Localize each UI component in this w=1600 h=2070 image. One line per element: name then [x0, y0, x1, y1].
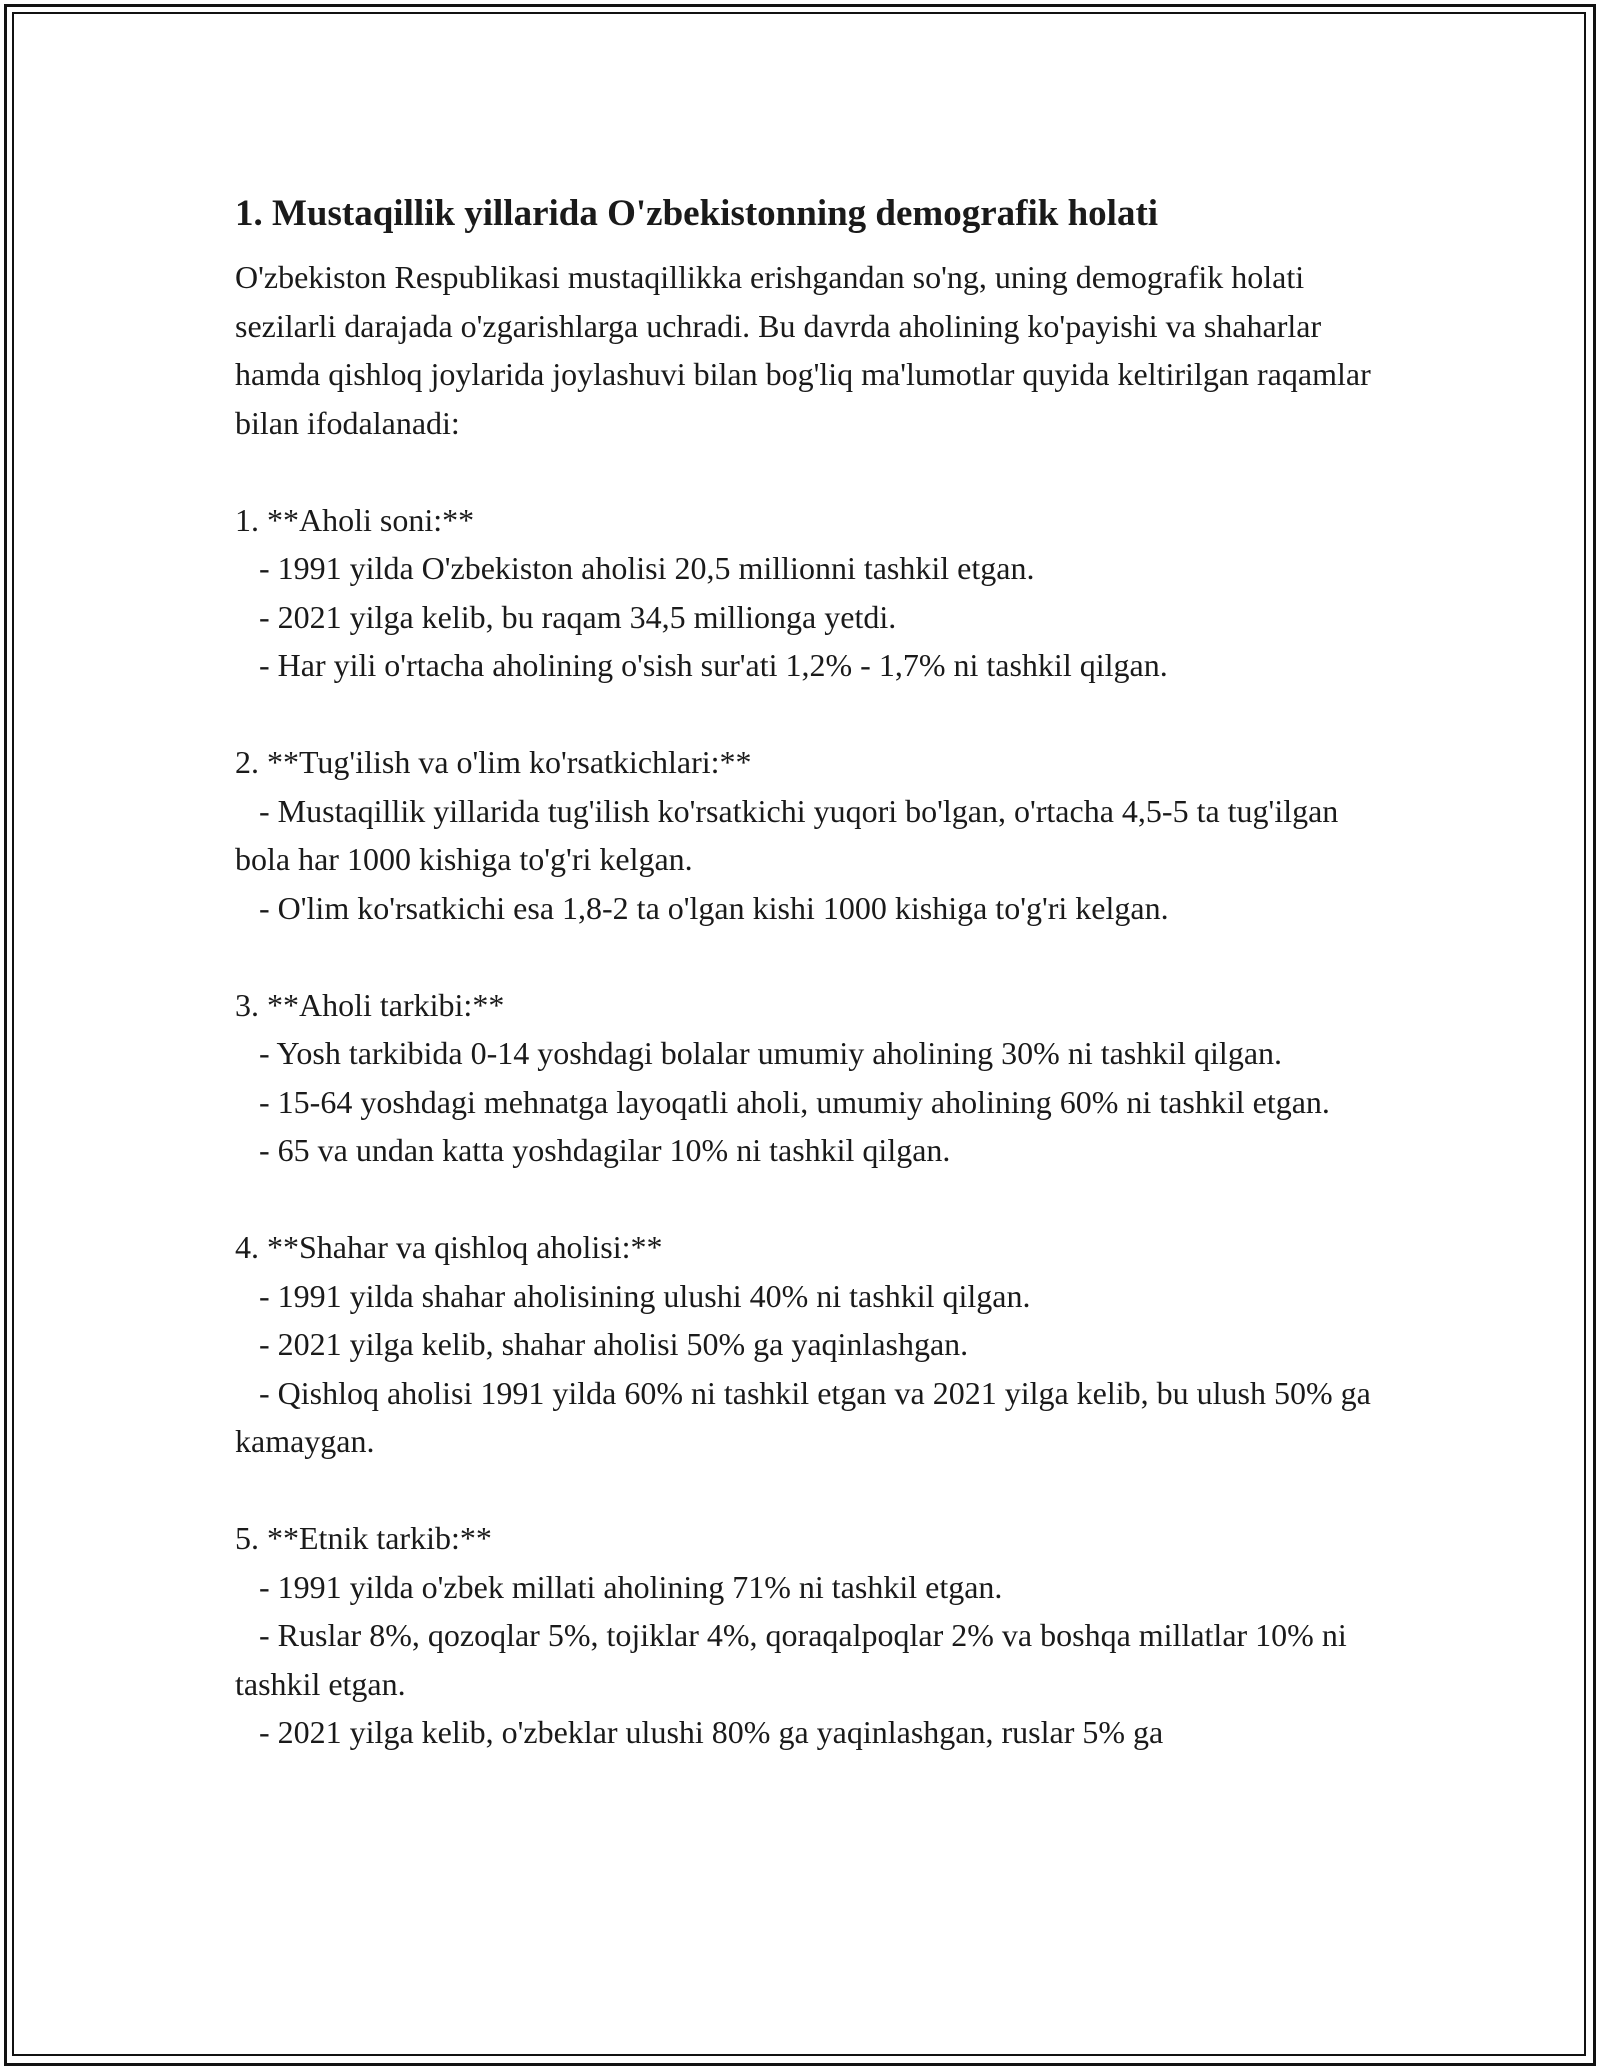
section-heading: 5. **Etnik tarkib:** — [235, 1520, 492, 1556]
section-heading: 1. **Aholi soni:** — [235, 501, 475, 538]
list-item: - 1991 yilda O'zbekiston aholisi 20,5 millionni tashkil etgan. — [235, 550, 1035, 586]
intro-paragraph: O'zbekiston Respublikasi mustaqillikka erishgandan so'ng, uning demografik holati sezilarli darajada o'zgarishlarga uchradi. Bu davrda aholining ko'payishi va shaharlar hamda qishloq joylarida joylashuvi bilan bog'liq ma'lumotlar quyida keltirilgan raqamlar bilan ifodalanadi: — [235, 259, 1371, 441]
section-heading: 4. **Shahar va qishloq aholisi:** — [235, 1229, 663, 1265]
list-item: - 1991 yilda o'zbek millati aholining 71% ni tashkil etgan. — [235, 1568, 1003, 1605]
page-title: 1. Mustaqillik yillarida O'zbekistonning demografik holati — [235, 193, 1159, 234]
list-item: - 1991 yilda shahar aholisining ulushi 40% ni tashkil qilgan. — [235, 1277, 1031, 1314]
list-item: - Ruslar 8%, qozoqlar 5%, tojiklar 4%, qoraqalpoqlar 2% va boshqa millatlar 10% ni tashkil etgan. — [235, 1617, 1355, 1702]
document-body — [235, 185, 1379, 1757]
list-item: - 2021 yilga kelib, bu raqam 34,5 millionga yetdi. — [235, 598, 897, 635]
list-item: - 65 va undan katta yoshdagilar 10% ni tashkil qilgan. — [235, 1132, 951, 1168]
list-item: - Mustaqillik yillarida tug'ilish ko'rsatkichi yuqori bo'lgan, o'rtacha 4,5-5 ta tug'ilgan bola har 1000 kishiga to'g'ri kelgan. — [235, 792, 1347, 877]
list-item: - O'lim ko'rsatkichi esa 1,8-2 ta o'lgan kishi 1000 kishiga to'g'ri kelgan. — [235, 889, 1169, 926]
section-ethnic — [235, 1514, 1375, 1757]
list-item: - Qishloq aholisi 1991 yilda 60% ni tashkil etgan va 2021 yilga kelib, bu ulush 50% ga kamaygan. — [235, 1374, 1379, 1459]
list-item: - 15-64 yoshdagi mehnatga layoqatli aholi, umumiy aholining 60% ni tashkil etgan. — [235, 1083, 1330, 1120]
list-item: - 2021 yilga kelib, o'zbeklar ulushi 80% ga yaqinlashgan, ruslar 5% ga — [235, 1714, 1164, 1750]
section-urban-rural — [235, 1223, 1379, 1466]
section-population — [235, 496, 1375, 690]
section-heading: 2. **Tug'ilish va o'lim ko'rsatkichlari:** — [235, 744, 752, 780]
section-composition — [235, 981, 1375, 1175]
list-item: - Har yili o'rtacha aholining o'sish sur'ati 1,2% - 1,7% ni tashkil qilgan. — [235, 647, 1168, 683]
section-heading: 3. **Aholi tarkibi:** — [235, 986, 505, 1023]
list-item: - 2021 yilga kelib, shahar aholisi 50% ga yaqinlashgan. — [235, 1326, 969, 1362]
list-item: - Yosh tarkibida 0-14 yoshdagi bolalar umumiy aholining 30% ni tashkil qilgan. — [235, 1035, 1283, 1071]
section-birth-death — [235, 738, 1375, 932]
